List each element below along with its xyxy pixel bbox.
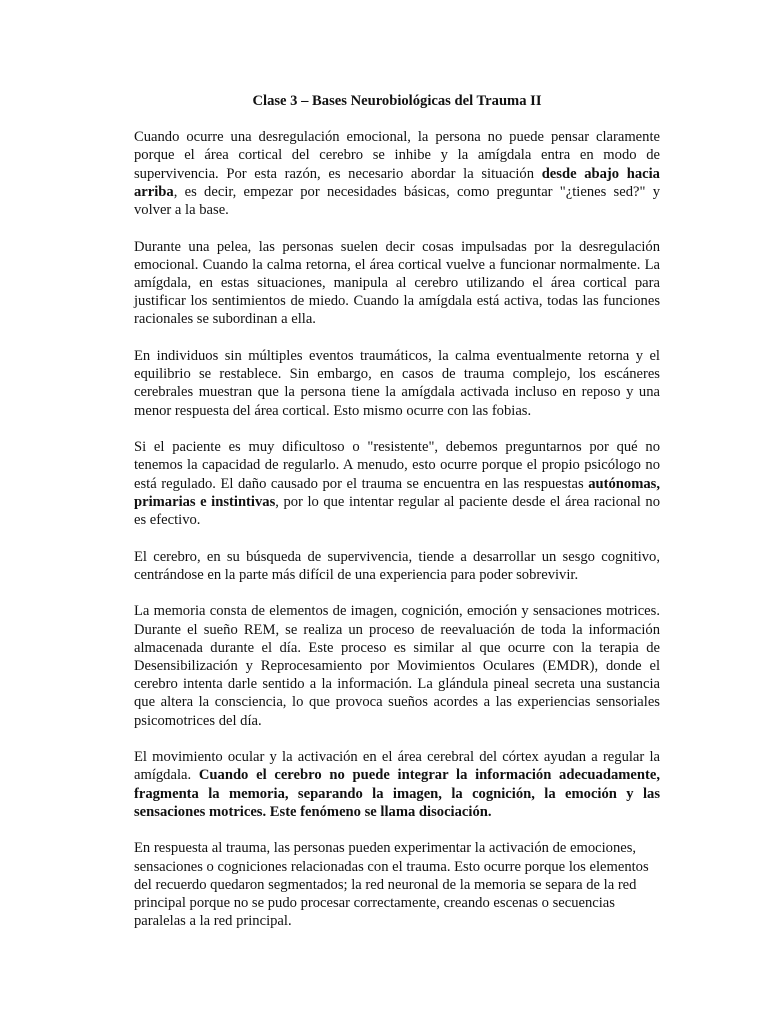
text-run: , es decir, empezar por necesidades básicas, como preguntar "¿tienes sed?" y volver a la base. bbox=[134, 183, 660, 219]
paragraph bbox=[134, 748, 660, 821]
paragraph bbox=[134, 839, 660, 930]
bold-text-run: autónomas, primarias e instintivas bbox=[134, 475, 660, 510]
document-title: Clase 3 – Bases Neurobiológicas del Trauma II bbox=[252, 93, 542, 109]
paragraph bbox=[134, 602, 660, 729]
paragraph bbox=[134, 238, 660, 329]
text-run: El cerebro, en su búsqueda de supervivencia, tiende a desarrollar un sesgo cognitivo, centrándose en la parte más difícil de una experiencia para poder sobrevivir. bbox=[134, 548, 660, 583]
text-run: La memoria consta de elementos de imagen, cognición, emoción y sensaciones motrices. Durante el sueño REM, se realiza un proceso de reevaluación de toda la información almacenada durante el día. Este proceso es similar al que ocurre con la terapia de Desensibilización y Reprocesamiento por Movimientos Oculares (EMDR), donde el cerebro intenta darle sentido a la información. La glándula pineal secreta una sustancia que altera la consciencia, lo que provoca sueños acordes a las experiencias sensoriales psicomotrices del día. bbox=[134, 603, 660, 729]
text-run: Cuando ocurre una desregulación emocional, la persona no puede pensar claramente porque el área cortical del cerebro se inhibe y la amígdala entra en modo de supervivencia. Por esta razón, es necesario abordar la situación bbox=[134, 129, 660, 182]
text-run: En individuos sin múltiples eventos traumáticos, la calma eventualmente retorna y el equilibrio se restablece. Sin embargo, en casos de trauma complejo, los escáneres cerebrales muestran que la persona tiene la amígdala activada incluso en reposo y una menor respuesta del área cortical. Esto mismo ocurre con las fobias. bbox=[134, 348, 660, 419]
paragraph bbox=[134, 548, 660, 584]
bold-text-run: desde abajo hacia arriba bbox=[134, 165, 660, 200]
paragraph bbox=[134, 128, 660, 219]
text-run: Si el paciente es muy dificultoso o "resistente", debemos preguntarnos por qué no tenemos la capacidad de regularlo. A menudo, esto ocurre porque el propio psicólogo no está regulado. El daño causado por el trauma se encuentra en las respuestas bbox=[134, 439, 660, 492]
text-run: Durante una pelea, las personas suelen decir cosas impulsadas por la desregulación emocional. Cuando la calma retorna, el área cortical vuelve a funcionar normalmente. La amígdala, en estas situaciones, manipula al cerebro utilizando el área cortical para justificar los sentimientos de miedo. Cuando la amígdala está activa, todas las funciones racionales se subordinan a ella. bbox=[134, 238, 660, 328]
text-run: , por lo que intentar regular al paciente desde el área racional no es efectivo. bbox=[134, 493, 660, 529]
document-body bbox=[134, 128, 660, 930]
paragraph bbox=[134, 438, 660, 529]
text-run: En respuesta al trauma, las personas pueden experimentar la activación de emociones, sensaciones o cogniciones relacionadas con el trauma. Esto ocurre porque los elementos del recuerdo quedaron segmentados; la red neuronal de la memoria se separa de la red principal porque no se pudo procesar correctamente, creando escenas o secuencias paralelas a la red principal. bbox=[134, 840, 649, 930]
text-run: El movimiento ocular y la activación en el área cerebral del córtex ayudan a regular la amígdala. bbox=[134, 749, 660, 784]
bold-text-run: Cuando el cerebro no puede integrar la información adecuadamente, fragmenta la memoria, separando la imagen, la cognición, la emoción y las sensaciones motrices. Este fenómeno se llama disociación. bbox=[134, 767, 660, 820]
paragraph bbox=[134, 347, 660, 420]
